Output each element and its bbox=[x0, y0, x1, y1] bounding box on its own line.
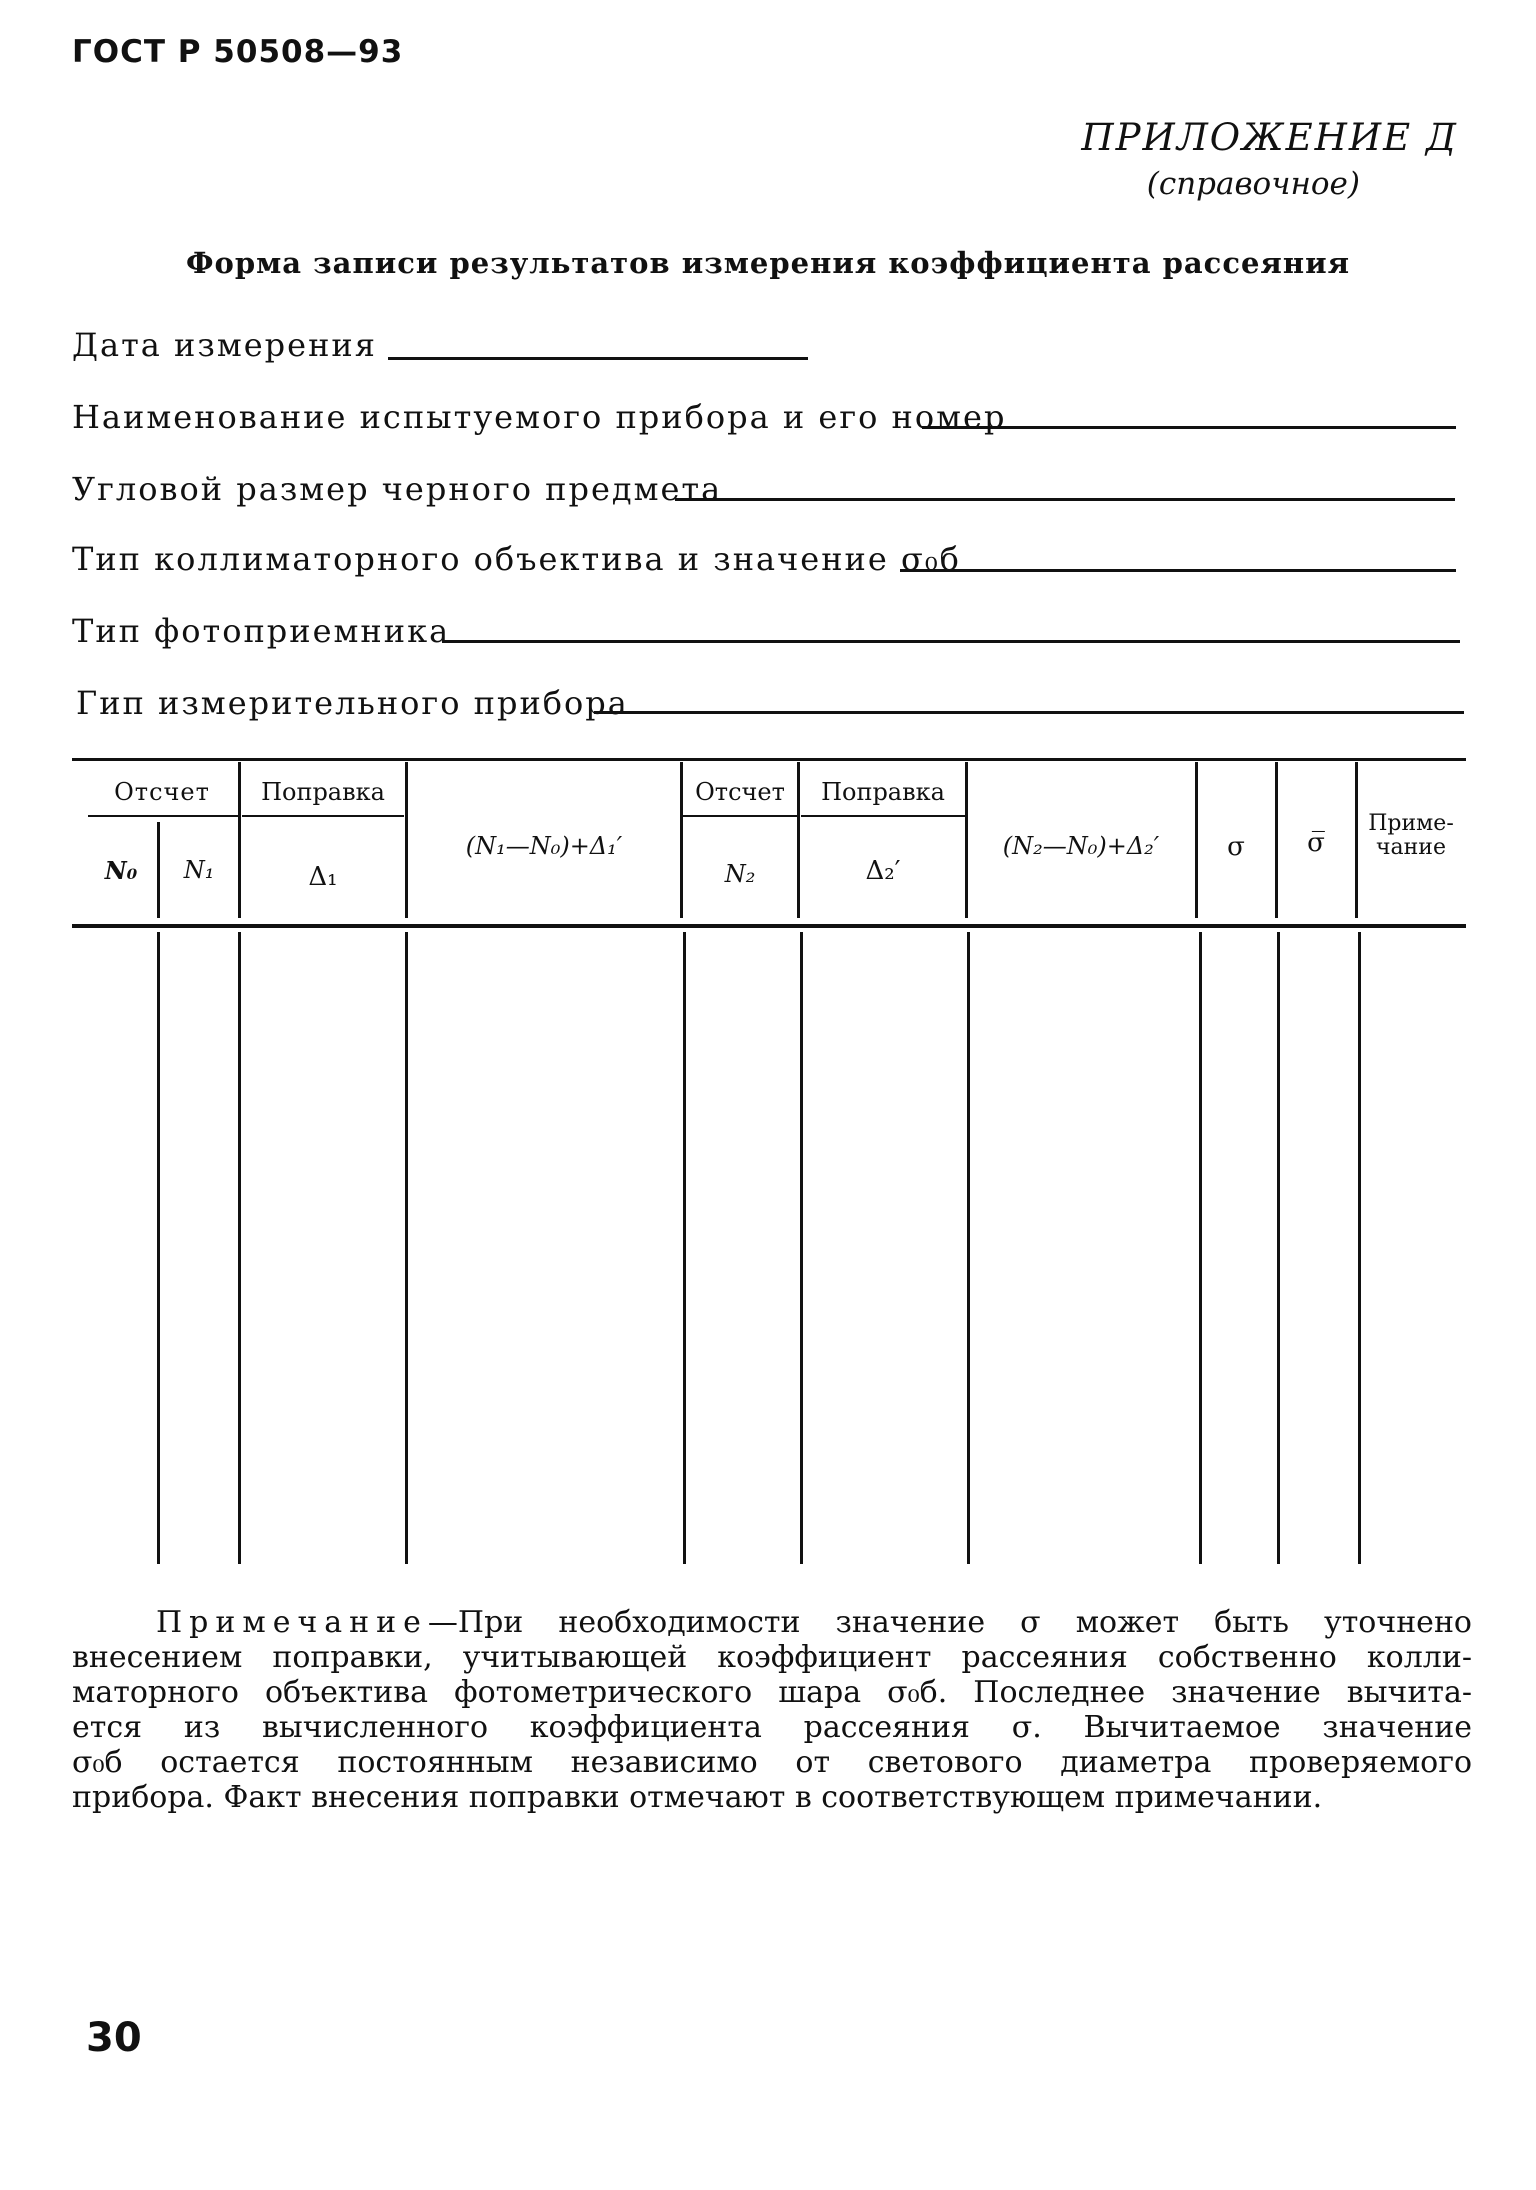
header-delta2: Δ₂′ bbox=[865, 856, 901, 886]
header-formula-1: (N₁—N₀)+Δ₁′ bbox=[465, 832, 623, 860]
header-n0: N₀ bbox=[104, 856, 138, 885]
header-group-correction-1: Поправка bbox=[261, 778, 385, 806]
appendix-subtitle: (справочное) bbox=[1146, 166, 1360, 202]
table-header-rule bbox=[72, 924, 1466, 928]
note-paragraph bbox=[72, 1605, 1472, 1815]
field-input-line[interactable] bbox=[442, 640, 1460, 643]
col-divider bbox=[1277, 932, 1280, 1564]
col-divider bbox=[405, 932, 408, 1564]
col-divider bbox=[800, 932, 803, 1564]
group-underline-correction-1 bbox=[242, 815, 404, 817]
form-title: Форма записи результатов измерения коэффициента рассеяния bbox=[185, 246, 1351, 280]
note-line bbox=[72, 1605, 1472, 1640]
note-text: —При необходимости значение σ может быть уточнено bbox=[427, 1605, 1472, 1640]
note-line: ется из вычисленного коэффициента рассеяния σ. Вычитаемое значение bbox=[72, 1710, 1472, 1745]
page-number: 30 bbox=[86, 2015, 142, 2061]
header-group-correction-2: Поправка bbox=[821, 778, 945, 806]
col-divider bbox=[967, 932, 970, 1564]
group-underline-reading-1 bbox=[88, 815, 238, 817]
field-label: Наименование испытуемого прибора и его номер bbox=[72, 398, 1007, 436]
col-divider bbox=[1358, 932, 1361, 1564]
col-divider bbox=[238, 762, 241, 918]
header-n1: N₁ bbox=[183, 856, 215, 884]
field-input-line[interactable] bbox=[594, 711, 1464, 714]
field-input-line[interactable] bbox=[922, 426, 1456, 429]
header-remark bbox=[1358, 812, 1464, 860]
header-formula-2: (N₂—N₀)+Δ₂′ bbox=[1002, 832, 1160, 860]
field-label: Угловой размер черного предмета bbox=[72, 470, 723, 508]
field-label: Тип коллиматорного объектива и значение σ₀б bbox=[72, 540, 961, 578]
header-delta1: Δ₁ bbox=[308, 862, 338, 892]
note-line: прибора. Факт внесения поправки отмечают в соответствующем примечании. bbox=[72, 1780, 1323, 1815]
table-top-rule bbox=[72, 758, 1466, 761]
group-underline-correction-2 bbox=[801, 815, 965, 817]
note-line: внесением поправки, учитывающей коэффициент рассеяния собственно колли- bbox=[72, 1640, 1472, 1675]
note-line: маторного объектива фотометрического шара σ₀б. Последнее значение вычита- bbox=[72, 1675, 1472, 1710]
note-lead: Примечание bbox=[156, 1605, 428, 1640]
field-input-line[interactable] bbox=[675, 498, 1455, 501]
field-input-line[interactable] bbox=[388, 357, 808, 360]
field-label: Гип измерительного прибора bbox=[76, 684, 629, 722]
col-divider bbox=[683, 932, 686, 1564]
standard-code: ГОСТ Р 50508—93 bbox=[72, 34, 404, 70]
appendix-title: ПРИЛОЖЕНИЕ Д bbox=[1081, 116, 1458, 159]
header-group-reading-2: Отсчет bbox=[695, 778, 785, 806]
header-sigma-mean: σ̅ bbox=[1307, 828, 1325, 858]
header-remark-line-1: Приме- bbox=[1368, 811, 1454, 836]
header-remark-line-2: чание bbox=[1375, 835, 1446, 860]
field-input-line[interactable] bbox=[900, 569, 1456, 572]
group-underline-reading-2 bbox=[682, 815, 798, 817]
col-divider bbox=[1199, 932, 1202, 1564]
note-line: σ₀б остается постоянным независимо от светового диаметра проверяемого bbox=[72, 1745, 1472, 1780]
col-divider bbox=[157, 932, 160, 1564]
header-n2: N₂ bbox=[724, 860, 756, 888]
header-group-reading-1: Отсчет bbox=[114, 778, 210, 806]
header-sigma: σ bbox=[1227, 832, 1245, 862]
field-label: Дата измерения bbox=[72, 326, 377, 364]
field-label: Тип фотоприемника bbox=[72, 612, 451, 650]
col-divider bbox=[238, 932, 241, 1564]
